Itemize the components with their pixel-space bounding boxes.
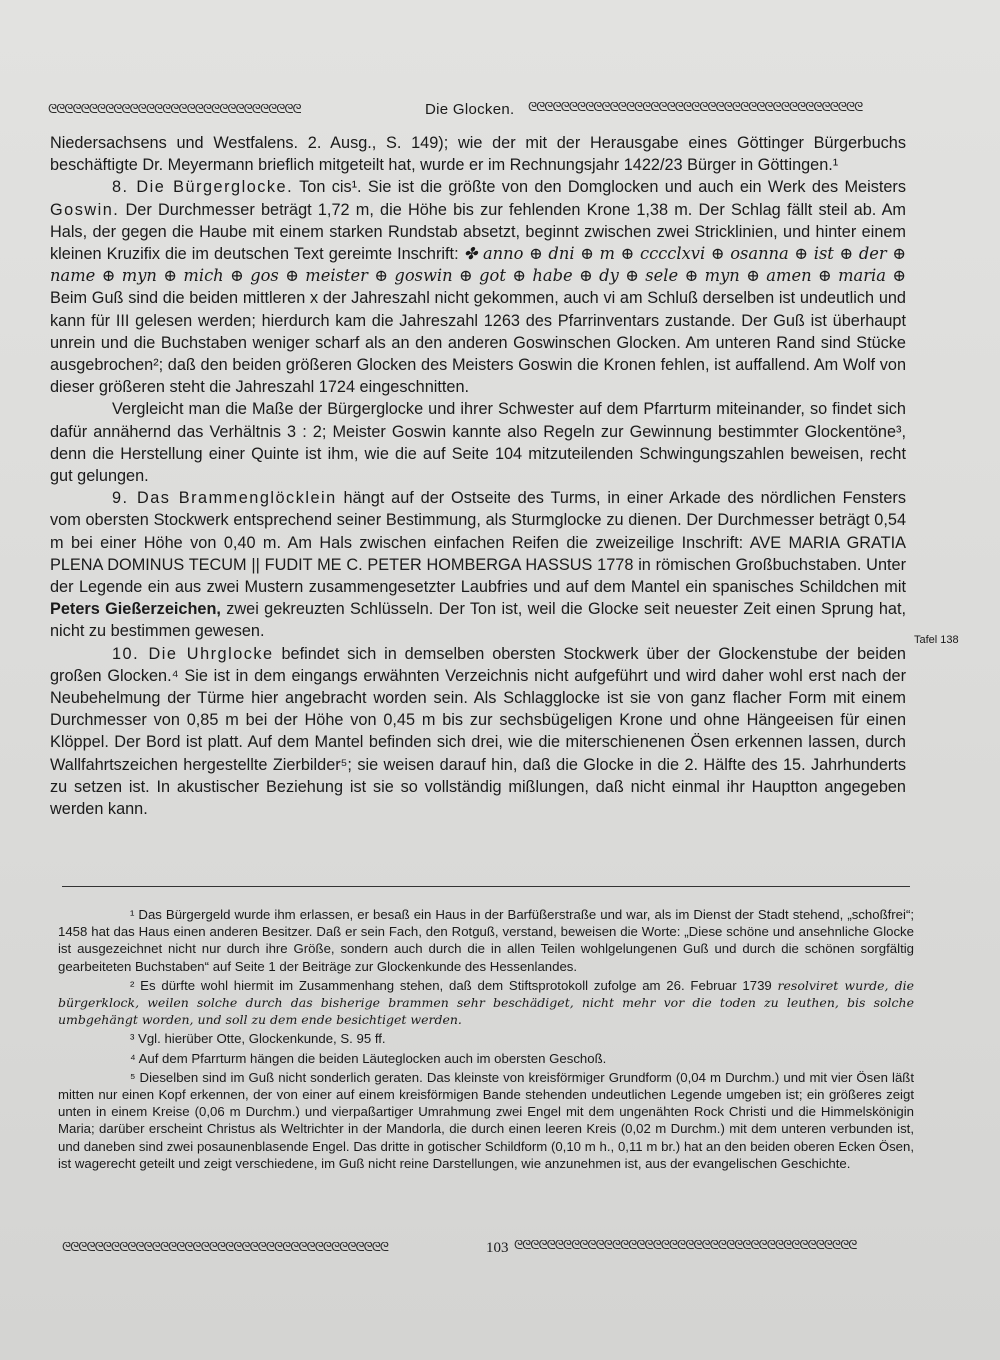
section-heading-10: 10. Die Uhrglocke	[112, 644, 274, 663]
header-ornament-right: ᘓᘓᘓᘓᘓᘓᘓᘓᘓᘓᘓᘓᘓᘓᘓᘓᘓᘓᘓᘓᘓᘓᘓᘓᘓᘓᘓᘓᘓᘓᘓᘓᘓᘓᘓᘓᘓᘓᘓᘓᘓ	[528, 102, 863, 114]
paragraph-buergerglocke	[50, 176, 906, 398]
header-ornament-left: ᘓᘓᘓᘓᘓᘓᘓᘓᘓᘓᘓᘓᘓᘓᘓᘓᘓᘓᘓᘓᘓᘓᘓᘓᘓᘓᘓᘓᘓᘓᘓ	[48, 104, 301, 116]
text-run: zwei gekreuzten Schlüsseln. Der Ton ist, weil die Glocke seit neuester Zeit einen Sprung hat, nicht zu bestimmen gewesen.	[50, 600, 906, 641]
text-run: Beim Guß sind die beiden mittleren x der Jahreszahl nicht gekommen, auch vi am Schluß derselben ist undeutlich und kann für III gelesen werden; hierdurch kam die Jahreszahl 1263 des Pfarrinventars zustande. Der Guß ist überhaupt unrein und die Buchstaben weniger scharf als an den anderen Goswinschen Glocken. Am unteren Rand sind Stücke ausgebrochen²; daß den beiden größeren Glocken des Meisters Goswin die Kronen fehlen, ist auffallend. Am Wolf von dieser größeren steht die Jahreszahl 1724 eingeschnitten.	[50, 289, 906, 397]
section-heading-8: 8. Die Bürgerglocke.	[112, 178, 294, 197]
footnote-5: ⁵ Dieselben sind im Guß nicht sonderlich geraten. Das kleinste von kreisförmiger Grundform (0,04 m Durchm.) und mit vier Ösen läßt mitten nur einen Kopf erkennen, der von einer auf einem kreisförmigen Bande stehenden undeutlichen Legende umgeben ist; ein größeres zeigt unten in einem Kreise (0,06 m Durchm.) und vierpaßartiger Umrahmung zwei Engel mit dem ungenähten Rock Christi und die Himmelskönigin Maria; darüber erscheint Christus als Weltrichter in der Mandorla, die durch einen leeren Kreis (0,02 m Durchm.) mit dem unteren verbunden ist, und daneben sind zwei posaunenblasende Engel. Das dritte in gotischer Schildform (0,10 m h., 0,11 m br.) hat an den beiden oberen Ecken Ösen, ist wagerecht geteilt und zeigt verschiedene, im Guß nicht reine Darstellungen, wie anzunehmen ist, aus der evangelischen Geschichte.	[58, 1069, 914, 1171]
paragraph-comparison: Vergleicht man die Maße der Bürgerglocke und ihrer Schwester auf dem Pfarrturm miteinander, so findet sich dafür annähernd das Verhältnis 3 : 2; Meister Goswin kannte also Regeln zur Gewinnung bestimmter Glockentöne³, denn die Herstellung einer Quinte ist ihm, wie die auf Seite 104 mitzuteilenden Schwingungszahlen beweisen, recht gut gelungen.	[50, 400, 906, 486]
footer-ornament-right: ᘓᘓᘓᘓᘓᘓᘓᘓᘓᘓᘓᘓᘓᘓᘓᘓᘓᘓᘓᘓᘓᘓᘓᘓᘓᘓᘓᘓᘓᘓᘓᘓᘓᘓᘓᘓᘓᘓᘓᘓᘓᘓ	[514, 1240, 857, 1252]
footnotes	[58, 906, 914, 1174]
running-head: Die Glocken.	[425, 101, 515, 118]
text-run: ² Es dürfte wohl hiermit im Zusammenhang stehen, daß dem Stiftsprotokoll zufolge am 26. Februar 1739	[130, 977, 778, 993]
plate-reference: Tafel 138	[914, 634, 959, 646]
bell-inscription: ✤ anno ⊕ dni ⊕ m ⊕ cccclxvi ⊕ osanna ⊕ ist ⊕ der ⊕ name ⊕ myn ⊕ mich ⊕ gos ⊕ meister ⊕ goswin ⊕ got ⊕ habe ⊕ dy ⊕ sele ⊕ myn ⊕ amen ⊕ maria ⊕	[50, 244, 906, 286]
footnote-2-quote: resolviret wurde, die bürgerklock, weilen solche durch das bisherige brammen sehr beschädiget, nicht mehr vor die toden zu leuthen, bis solche umbgehängt worden, und soll zu dem ende besichtiget werden.	[58, 977, 914, 1028]
main-text	[50, 132, 906, 820]
text-run: befindet sich in demselben obersten Stockwerk über der Glockenstube der beiden großen Glocken.⁴ Sie ist in dem eingangs erwähnten Verzeichnis nicht aufgeführt und wird daher wohl erst nach der Neubehelmung der Türme hier angebracht worden sein. Als Schlagglocke ist sie von ganz flacher Form mit einem Durchmesser von 0,85 m bei der Höhe von 0,45 m bis zur sechsbügeligen Krone und ohne Hängeeisen für einen Klöppel. Der Bord ist platt. Auf dem Mantel befinden sich drei, wie die miterschienenen Ösen erkennen lassen, durch Wallfahrtszeichen hergestellte Zierbilder⁵; sie weisen darauf hin, daß die Glocke in die 2. Hälfte des 15. Jahrhunderts zu setzen ist. In akustischer Beziehung ist sie so vollständig mißlungen, daß nicht einmal ihr Hauptton angegeben werden kann.	[50, 644, 906, 819]
footnote-1: ¹ Das Bürgergeld wurde ihm erlassen, er besaß ein Haus in der Barfüßerstraße und war, als im Dienst der Stadt stehend, „schoßfrei“; 1458 hat das Haus einen anderen Besitzer. Daß er sein Fach, den Rotguß, verstand, beweisen die Worte: „Diese schöne und ansehnliche Glocke ist ausgezeichnet nicht nur durch ihre Größe, sondern auch durch die in allen Teilen wohlgelungenen Guß und durch die schönen sorgfältig gearbeiteten Buchstaben“ auf Seite 1 der Beiträge zur Glockenkunde des Hessenlandes.	[58, 907, 914, 974]
founder-mark: Peters Gießerzeichen,	[50, 600, 221, 619]
footnote-3: ³ Vgl. hierüber Otte, Glockenkunde, S. 95 ff.	[130, 1031, 386, 1047]
paragraph-brammengloecklein	[50, 487, 906, 642]
footnote-4: ⁴ Auf dem Pfarrturm hängen die beiden Läuteglocken auch im obersten Geschoß.	[130, 1050, 607, 1066]
paragraph-uhrglocke	[50, 643, 906, 821]
footnote-divider	[62, 886, 910, 887]
text-run: Der Durchmesser beträgt 1,72 m, die Höhe bis zur fehlenden Krone 1,38 m. Der Schlag fällt steil ab. Am Hals, der gegen die Haube mit einem starken Rundstab absetzt, beginnt zwischen zwei Stricklinien, und hinter einem kleinen Kruzifix die im deutschen Text gereimte Inschrift:	[50, 200, 906, 264]
footer-ornament-left: ᘓᘓᘓᘓᘓᘓᘓᘓᘓᘓᘓᘓᘓᘓᘓᘓᘓᘓᘓᘓᘓᘓᘓᘓᘓᘓᘓᘓᘓᘓᘓᘓᘓᘓᘓᘓᘓᘓᘓᘓ	[62, 1242, 389, 1254]
page-number: 103	[486, 1240, 509, 1256]
paragraph-intro: Niedersachsens und Westfalens. 2. Ausg., S. 149); wie der mit der Herausgabe eines Göttinger Bürgerbuchs beschäftigte Dr. Meyermann brieflich mitgeteilt hat, wurde er im Rechnungsjahr 1422/23 Bürger in Göttingen.¹	[50, 134, 906, 175]
name-goswin: Goswin.	[50, 200, 120, 219]
text-run: hängt auf der Ostseite des Turms, in einer Arkade des nördlichen Fensters vom obersten Stockwerk entsprechend seiner Bestimmung, als Sturmglocke zu dienen. Der Durchmesser beträgt 0,54 m bei einer Höhe von 0,40 m. Am Hals zwischen einfachen Reifen die zweizeilige Inschrift: AVE MARIA GRATIA PLENA DOMINUS TECUM || FUDIT ME C. PETER HOMBERGA HASSUS 1778 in römischen Großbuchstaben. Unter der Legende ein aus zwei Mustern zusammengesetzter Laubfries und auf dem Mantel ein spanisches Schildchen mit	[50, 489, 906, 597]
section-heading-9: 9. Das Brammenglöcklein	[112, 489, 337, 508]
footnote-2	[58, 977, 914, 1029]
text-run: Ton cis¹. Sie ist die größte von den Domglocken und auch ein Werk des Meisters	[293, 178, 906, 197]
